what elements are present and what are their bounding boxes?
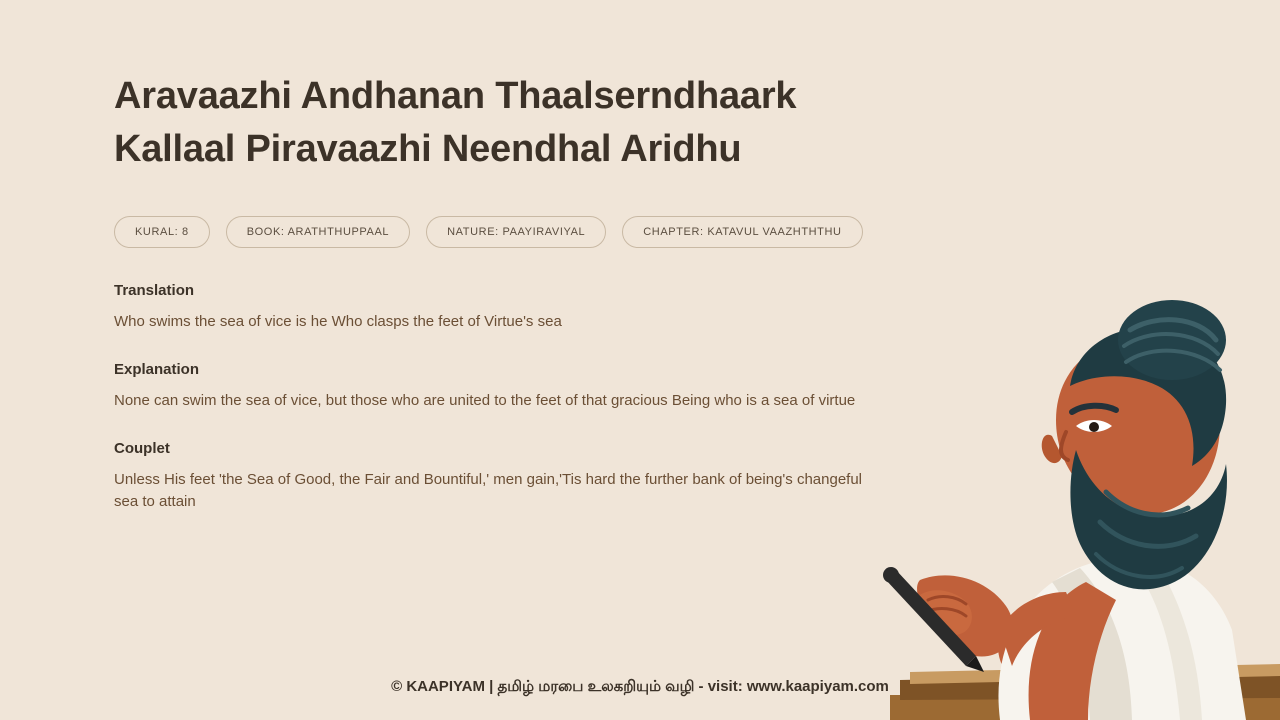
section-translation xyxy=(114,282,904,333)
footer-credit: © KAAPIYAM | தமிழ் மரபை உலகறியும் வழி - visit: www.kaapiyam.com xyxy=(391,678,889,695)
chip-chapter[interactable]: CHAPTER: KATAVUL VAAZHTHTHU xyxy=(622,216,862,248)
section-explanation-heading: Explanation xyxy=(114,361,200,378)
chip-nature[interactable]: NATURE: PAAYIRAVIYAL xyxy=(426,216,606,248)
page-title: Aravaazhi Andhanan Thaalserndhaark Kallaal Piravaazhi Neendhal Aridhu xyxy=(114,75,797,170)
section-translation-body: Who swims the sea of vice is he Who clasps the feet of Virtue's sea xyxy=(114,313,562,330)
metadata-chip-list xyxy=(114,216,904,248)
section-explanation-body: None can swim the sea of vice, but those who are united to the feet of that gracious Being who is a sea of virtue xyxy=(114,392,856,409)
document-content xyxy=(114,70,904,513)
hair-shape xyxy=(1070,300,1226,466)
section-couplet-body: Unless His feet 'the Sea of Good, the Fair and Bountiful,' men gain,'Tis hard the further bank of being's changeful sea to attain xyxy=(114,471,863,510)
section-translation-heading: Translation xyxy=(114,282,195,299)
thiruvalluvar-illustration xyxy=(880,300,1280,720)
writing-arm-shape xyxy=(914,575,1013,656)
section-couplet-heading: Couplet xyxy=(114,440,170,457)
head-shape xyxy=(1042,338,1220,514)
section-explanation xyxy=(114,361,904,412)
torso-shape xyxy=(1000,582,1116,720)
chip-kural[interactable]: KURAL: 8 xyxy=(114,216,210,248)
chip-book[interactable]: BOOK: ARATHTHUPPAAL xyxy=(226,216,410,248)
pen-shape xyxy=(883,567,984,672)
section-couplet xyxy=(114,440,904,513)
beard-shape xyxy=(1070,450,1227,589)
